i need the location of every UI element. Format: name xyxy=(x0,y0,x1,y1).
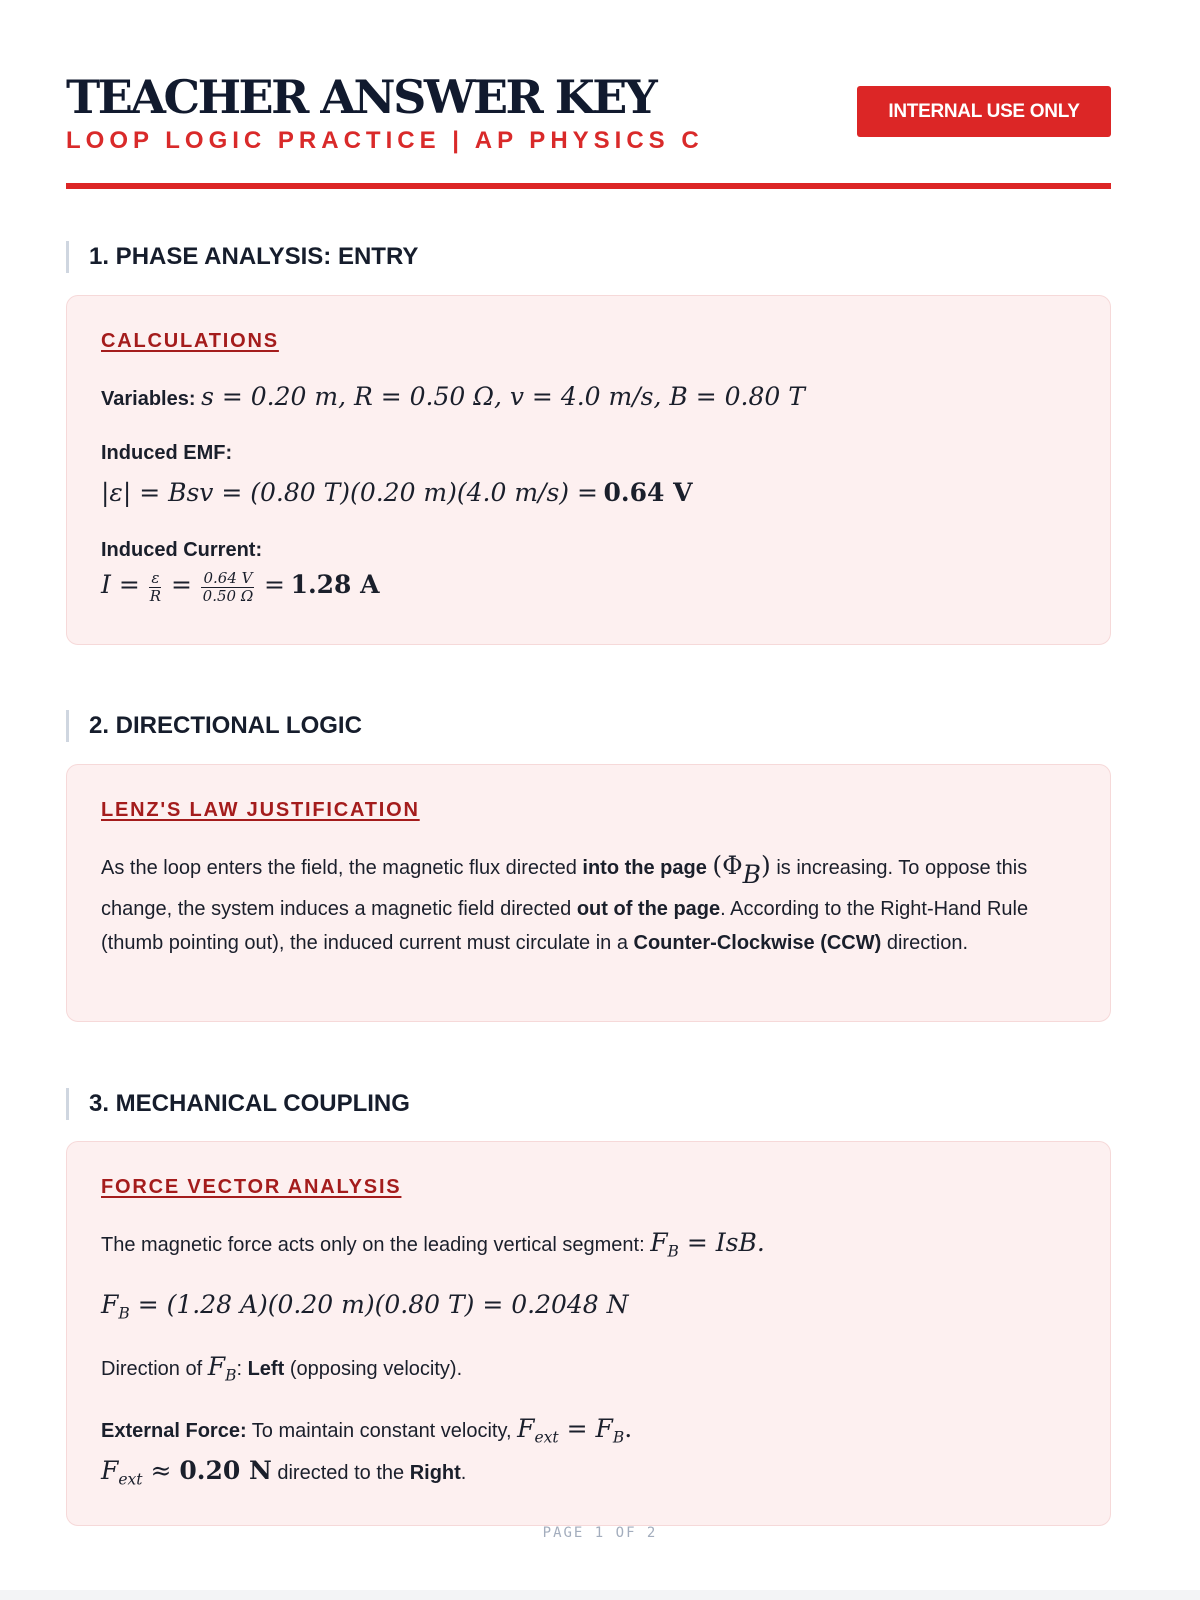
internal-use-badge: INTERNAL USE ONLY xyxy=(857,86,1111,137)
period: . xyxy=(624,1414,633,1443)
fraction-emf-over-r xyxy=(149,570,161,605)
variables-math: s = 0.20 m, R = 0.50 Ω, v = 4.0 m/s, B = 0.80 T xyxy=(201,382,805,411)
induced-current-label-line xyxy=(101,539,262,562)
page-number: PAGE 1 OF 2 xyxy=(542,1525,658,1541)
direction-right: Right xyxy=(409,1462,461,1484)
force-subscript: B xyxy=(225,1366,237,1385)
calculations-card xyxy=(66,295,1111,645)
text-span: The magnetic force acts only on the leading vertical segment: xyxy=(101,1234,651,1256)
text-span: . xyxy=(460,1462,467,1484)
fraction-values xyxy=(201,570,254,605)
lenz-justification-paragraph xyxy=(101,849,1081,960)
force-symbol: F xyxy=(650,1228,668,1257)
force-calculation-line xyxy=(101,1290,629,1322)
section-heading-directional-logic: 2. DIRECTIONAL LOGIC xyxy=(66,710,362,742)
flux-close: ) xyxy=(761,851,771,880)
approx-sign: ≈ xyxy=(142,1456,180,1485)
text-span: To maintain constant velocity, xyxy=(246,1420,518,1442)
emphasis-into-page: into the page xyxy=(582,857,707,879)
fraction-numerator: ε xyxy=(151,569,160,588)
fraction-numerator: 0.64 V xyxy=(203,569,253,588)
induced-emf-label: Induced EMF: xyxy=(101,442,233,464)
text-span: is increasing. To oppose this change, the system induces a magnetic field directed xyxy=(101,857,1028,920)
force-symbol: F xyxy=(207,1352,226,1381)
force-calculation: = (1.28 A)(0.20 m)(0.80 T) = 0.2048 N xyxy=(129,1290,629,1319)
section-heading-phase-analysis: 1. PHASE ANALYSIS: ENTRY xyxy=(66,241,418,273)
induced-emf-label-line xyxy=(101,442,232,465)
induced-emf-equation xyxy=(101,478,693,507)
external-force-result: 0.20 N xyxy=(179,1456,272,1485)
force-intro-line xyxy=(101,1228,765,1260)
text-span: As the loop enters the field, the magnetic flux directed xyxy=(101,857,583,879)
card-label-lenz: LENZ'S LAW JUSTIFICATION xyxy=(101,799,420,821)
flux-subscript: B xyxy=(742,859,762,889)
text-span: : xyxy=(236,1358,248,1380)
induced-current-equation: I = $\frac{\varepsilon}{R}$ = $\frac{0.64 V}{0.50 \Omega}$ = 1.28 A xyxy=(101,569,380,606)
emphasis-ccw: Counter-Clockwise (CCW) xyxy=(633,931,882,954)
force-symbol: F xyxy=(101,1290,119,1319)
fraction-denominator: 0.50 Ω xyxy=(202,587,254,606)
emf-equation-math: |ε| = Bsv = (0.80 T)(0.20 m)(4.0 m/s) = xyxy=(101,478,598,507)
external-force-result-line xyxy=(101,1456,466,1488)
external-force-label: External Force: xyxy=(101,1420,247,1442)
emf-result: 0.64 V xyxy=(603,478,693,507)
variables-label: Variables: xyxy=(101,388,196,410)
lenz-law-card xyxy=(66,764,1111,1022)
force-subscript: ext xyxy=(534,1428,559,1447)
force-symbol: F xyxy=(517,1414,535,1443)
direction-left: Left xyxy=(247,1358,285,1380)
force-subscript: B xyxy=(612,1428,625,1447)
force-subscript: B xyxy=(667,1242,679,1261)
document-subtitle: LOOP LOGIC PRACTICE | AP PHYSICS C xyxy=(66,127,704,154)
text-span: . According to the Right-Hand Rule (thumb pointing out), the induced current must circulate in a xyxy=(101,897,1029,954)
force-symbol: F xyxy=(101,1456,119,1485)
text-span: (opposing velocity). xyxy=(284,1358,463,1380)
section-heading-mechanical-coupling: 3. MECHANICAL COUPLING xyxy=(66,1088,410,1120)
force-subscript: B xyxy=(118,1304,130,1323)
force-direction-line xyxy=(101,1352,462,1384)
induced-current-label: Induced Current: xyxy=(101,539,263,561)
card-label-force-vector: FORCE VECTOR ANALYSIS xyxy=(101,1176,402,1198)
force-formula: = IsB. xyxy=(678,1228,765,1257)
current-result: 1.28 A xyxy=(290,570,380,599)
card-label-calculations: CALCULATIONS xyxy=(101,330,279,352)
force-vector-card xyxy=(66,1141,1111,1526)
page-bottom-edge xyxy=(0,1590,1200,1600)
equals-sign: = xyxy=(558,1414,596,1443)
header-divider xyxy=(66,183,1111,189)
current-lhs: I = xyxy=(101,570,140,599)
document-title: TEACHER ANSWER KEY xyxy=(66,70,656,124)
flux-symbol: (Φ xyxy=(712,851,743,880)
fraction-denominator: R xyxy=(149,587,162,606)
force-subscript: ext xyxy=(118,1470,143,1489)
text-span: direction. xyxy=(881,931,969,954)
force-symbol: F xyxy=(595,1414,613,1443)
text-span: Direction of xyxy=(101,1358,208,1380)
variables-line xyxy=(101,382,805,411)
text-span: directed to the xyxy=(271,1462,410,1484)
emphasis-out-of-page: out of the page xyxy=(576,897,721,920)
external-force-line xyxy=(101,1414,632,1446)
